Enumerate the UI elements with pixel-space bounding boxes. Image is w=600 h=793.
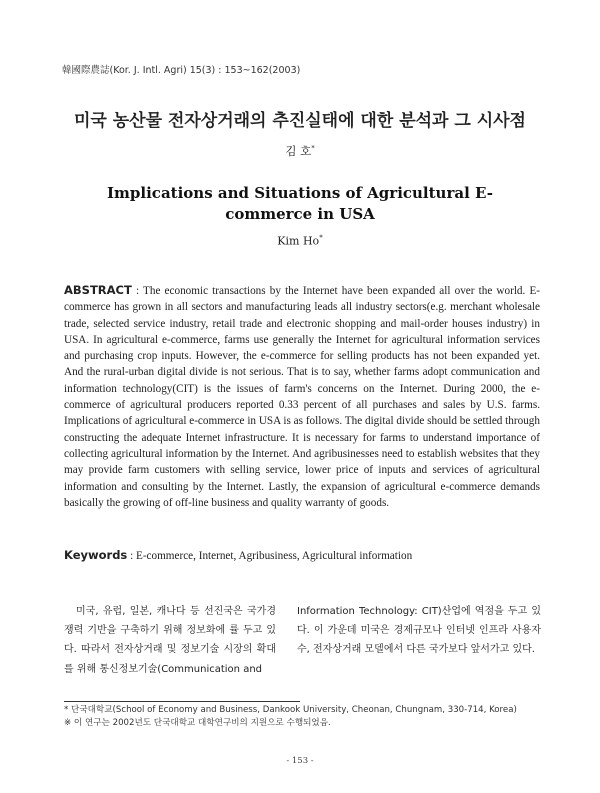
abstract [64, 282, 540, 511]
abstract-text: The economic transactions by the Internet have been expanded all over the world. E-commerce has grown in all sectors and manufacturing leads all industry sectors(e.g. merchant wholesale trade, selected service industry, retail trade and electronic shopping and mail-order houses industry) in USA. In agricultural e-commerce, farms use generally the Internet for agricultural information services and purchasing crop inputs. However, the e-commerce for selling products has not been expanded yet. And the rural-urban digital divide is not serious. That is to say, whether farms adopt communication and information technology(CIT) is the issues of farm's concerns on the Internet. During 2000, the e-commerce of agricultural producers reported 0.33 percent of all purchases and sales by U.S. farms. Implications of agricultural e-commerce in USA is as follows. The digital divide should be settled through constructing the adequate Internet infrastructure. It is necessary for farms to understand importance of collecting agricultural information by the Internet. And agribusinesses need to establish websites that they may provide farm customers with selling service, lower price of inputs and services of agricultural information and consulting by the Internet. Lastly, the expansion of agricultural e-commerce demands basically the growing of off-line business and quality warranty of goods. [64, 285, 541, 509]
keywords-text: E-commerce, Internet, Agribusiness, Agricultural information [135, 550, 413, 562]
body-right-column: Information Technology: CIT)산업에 역점을 두고 있다. 이 가운데 미국은 경제규모나 인터넷 인프라 사용자 수, 전자상거래 모델에서 다른 국가보다 앞서가고 있다. [297, 606, 541, 656]
footnotes [64, 704, 540, 730]
english-author-name: Kim Ho [277, 234, 320, 248]
footnote-divider [64, 701, 300, 702]
korean-author-name: 김 호 [285, 144, 312, 158]
english-author [0, 234, 600, 248]
journal-reference: 韓國際農誌(Kor. J. Intl. Agri) 15(3) : 153~162(2003) [62, 65, 301, 76]
footnote-funding: ※ 이 연구는 2002년도 단국대학교 대학연구비의 지원으로 수행되었음. [64, 718, 331, 728]
abstract-separator: : [131, 285, 144, 297]
author-footnote-mark: * [311, 144, 315, 153]
english-title: Implications and Situations of Agricultural E-commerce in USA [107, 184, 493, 223]
footnote-affiliation: * 단국대학교(School of Economy and Business, Dankook University, Cheonan, Chungnam, 330-714, Korea) [64, 705, 517, 715]
abstract-label: ABSTRACT [64, 283, 132, 297]
body-left-column: 미국, 유럽, 일본, 캐나다 등 선진국은 국가경쟁력 기반을 구축하기 위해 정보화에 률 두고 있다. 따라서 전자상거래 및 정보기술 시장의 확대를 위해 통신정보기술(Communication and [64, 606, 276, 675]
author-footnote-mark-en: * [319, 234, 323, 242]
page-number: - 153 - [286, 756, 314, 766]
korean-author [0, 143, 600, 159]
keywords [64, 548, 540, 562]
keywords-label: Keywords [64, 548, 128, 562]
korean-title: 미국 농산물 전자상거래의 추진실태에 대한 분석과 그 시사점 [74, 111, 526, 131]
keywords-separator: : [127, 550, 136, 562]
